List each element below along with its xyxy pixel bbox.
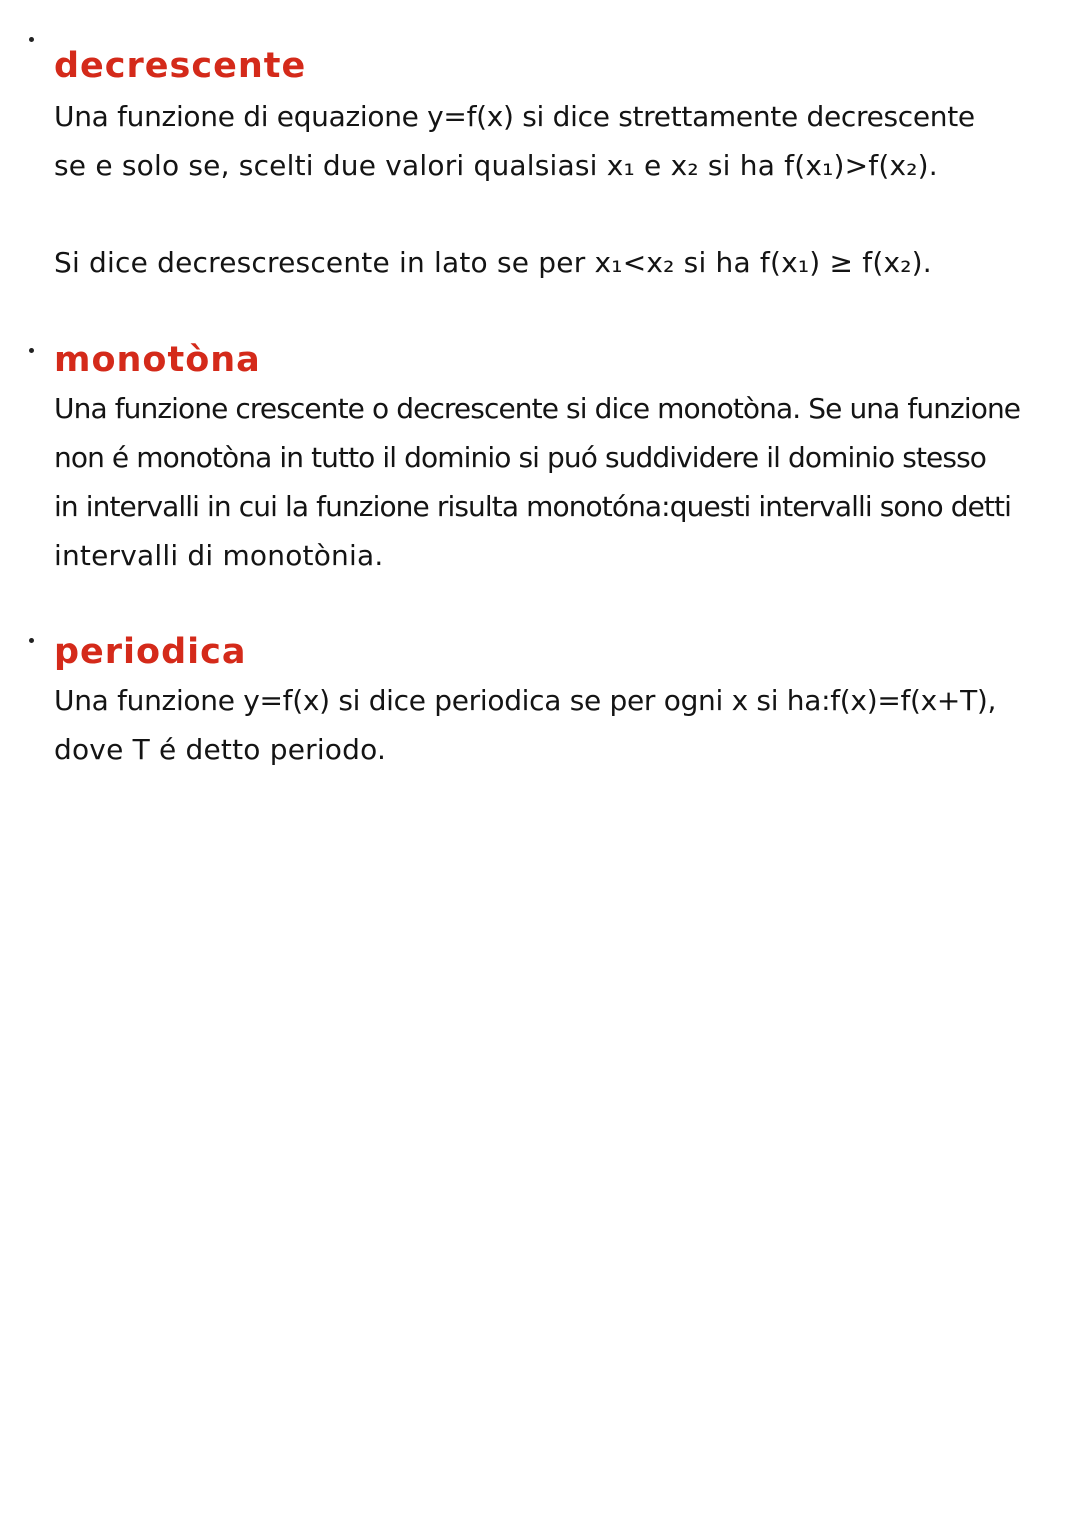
- heading-decrescente: decrescente: [54, 46, 307, 86]
- definition-line: Si dice decrescrescente in lato se per x₁<x₂ si ha f(x₁) ≥ f(x₂).: [54, 246, 932, 279]
- definition-line: se e solo se, scelti due valori qualsiasi x₁ e x₂ si ha f(x₁)>f(x₂).: [54, 149, 938, 182]
- definition-line: in intervalli in cui la funzione risulta monotóna:questi intervalli sono detti: [54, 490, 1011, 523]
- definition-line: dove T é detto periodo.: [54, 733, 387, 766]
- definition-line: Una funzione di equazione y=f(x) si dice strettamente decrescente: [54, 100, 975, 133]
- bullet-icon: [29, 638, 34, 643]
- bullet-icon: [29, 37, 34, 42]
- definition-line: intervalli di monotònia.: [54, 539, 384, 572]
- heading-monotona: monotòna: [54, 340, 261, 380]
- definition-line: Una funzione crescente o decrescente si dice monotòna. Se una funzione: [54, 392, 1021, 425]
- definition-line: Una funzione y=f(x) si dice periodica se per ogni x si ha:f(x)=f(x+T),: [54, 684, 997, 717]
- bullet-icon: [29, 348, 34, 353]
- definition-line: non é monotòna in tutto il dominio si puó suddividere il dominio stesso: [54, 441, 986, 474]
- heading-periodica: periodica: [54, 632, 247, 672]
